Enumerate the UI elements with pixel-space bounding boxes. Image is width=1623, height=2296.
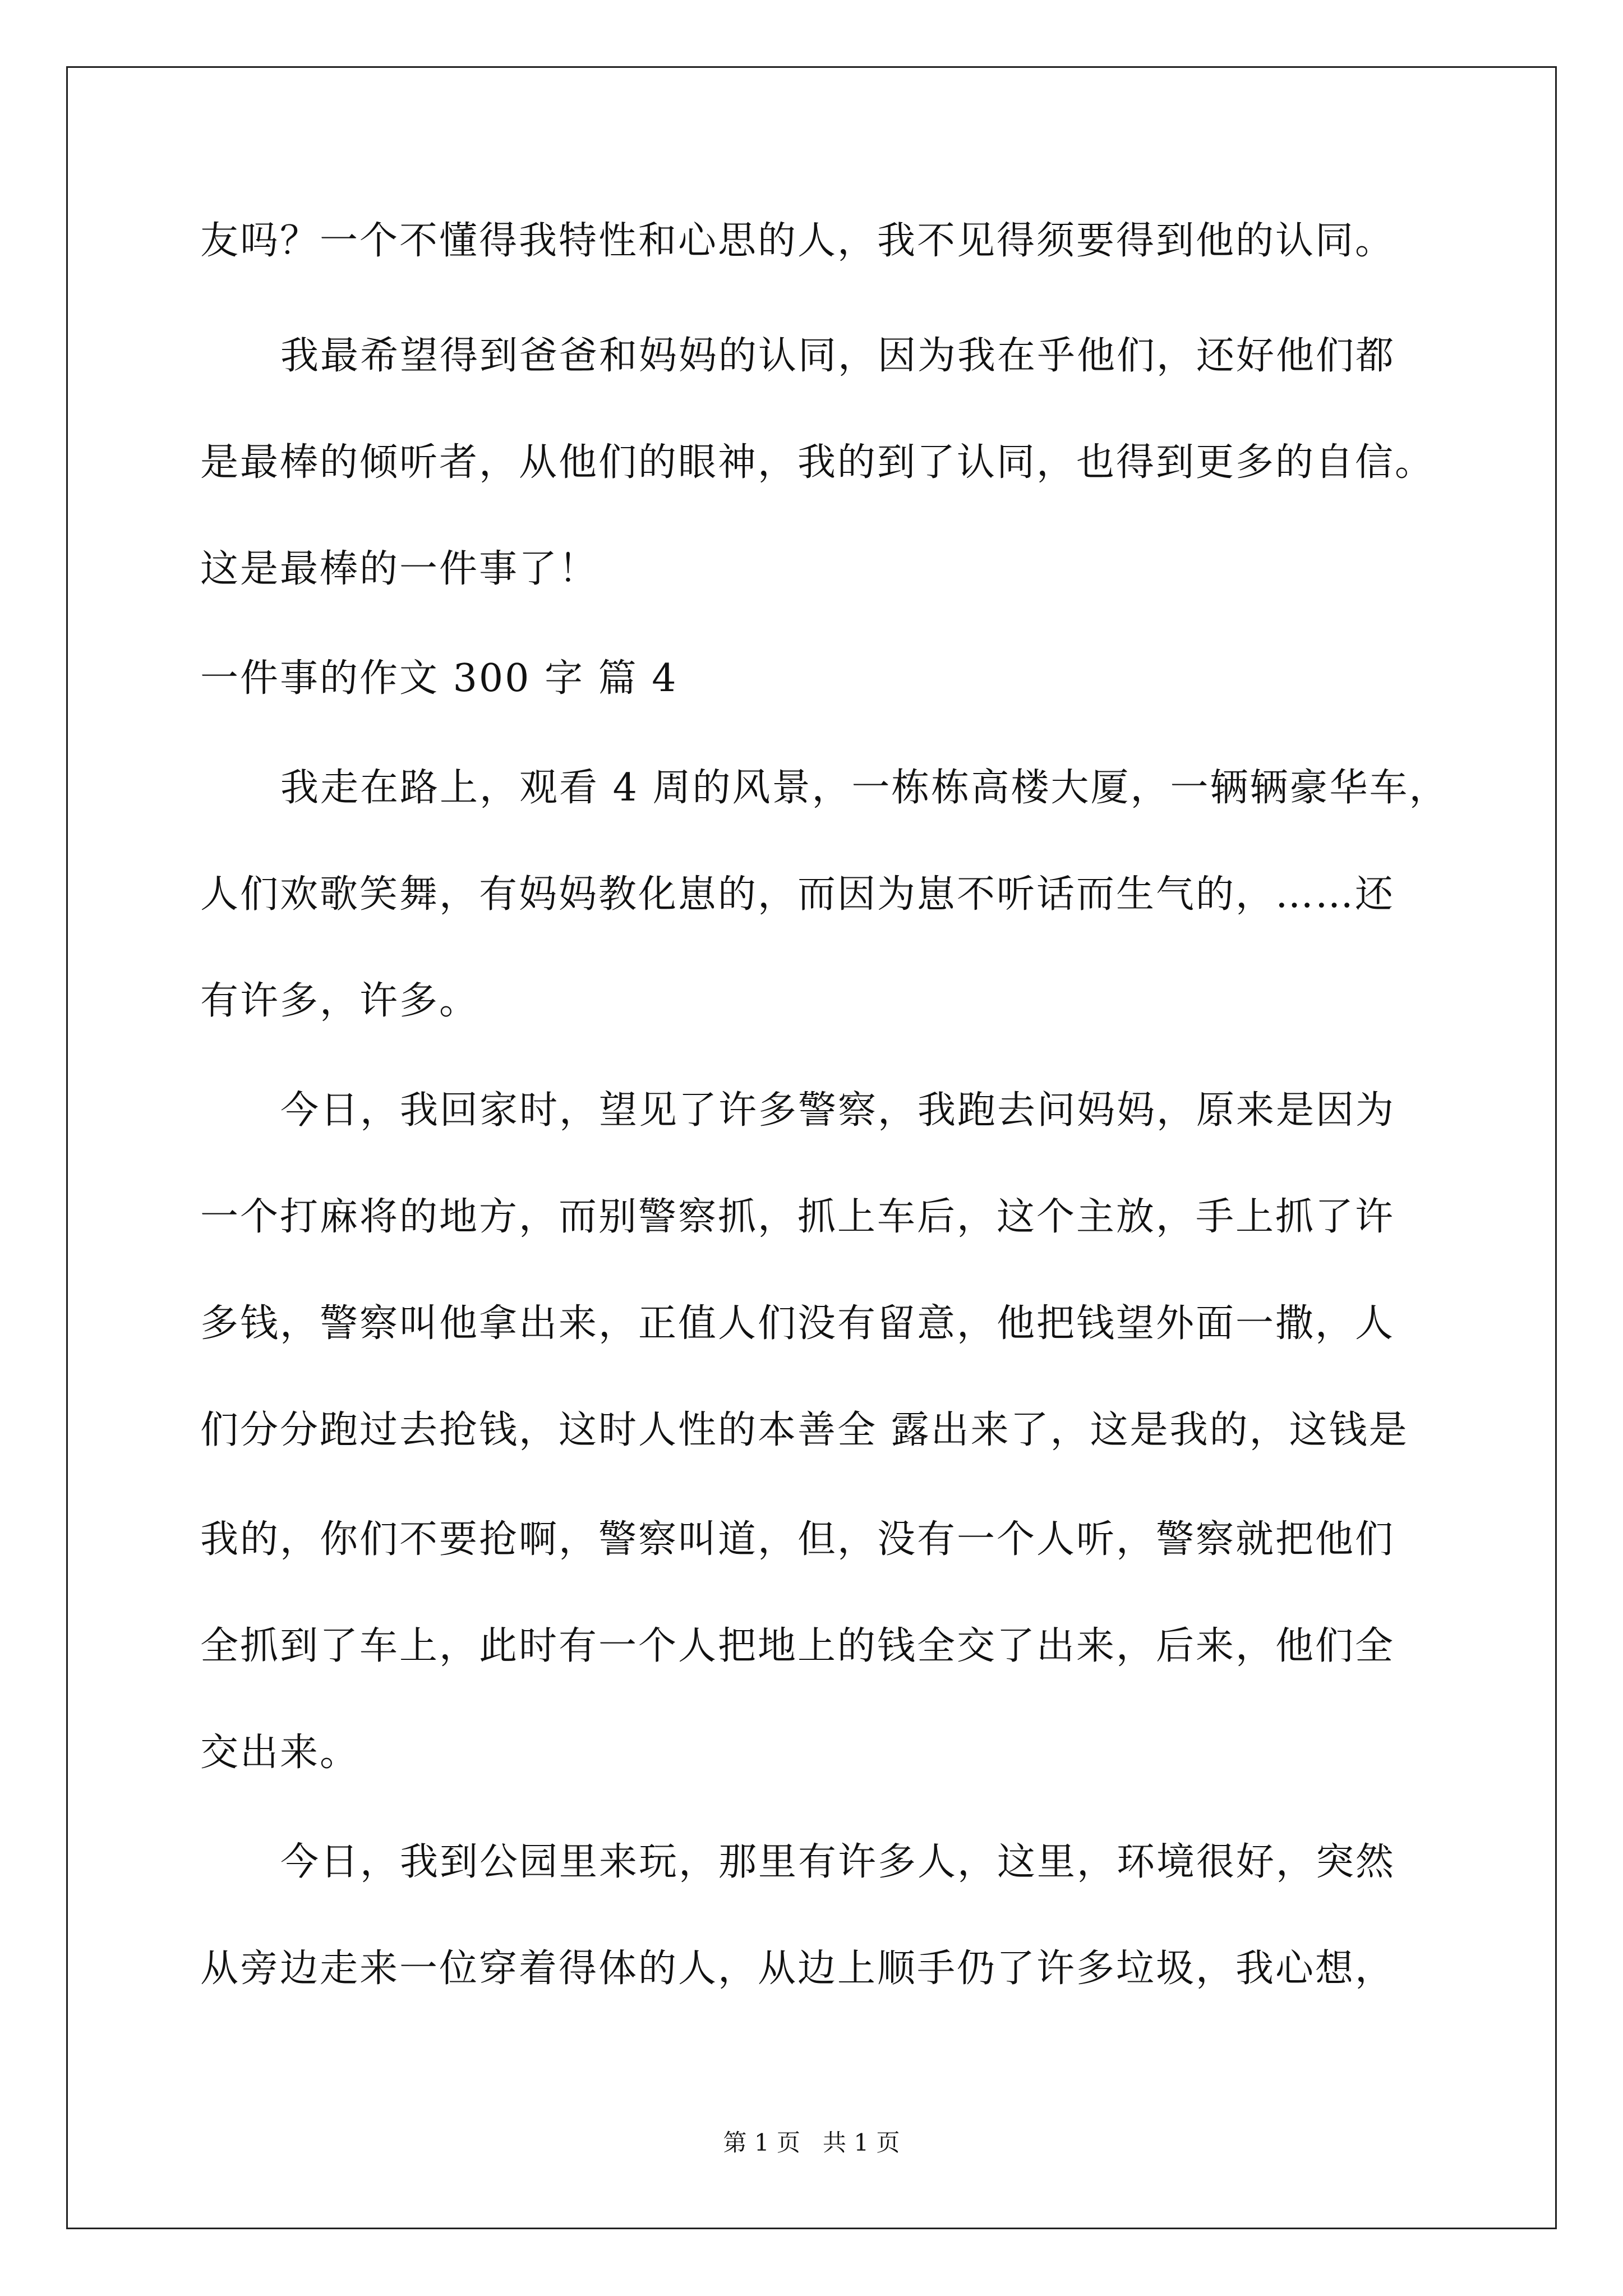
page-footer: 第 1 页 共 1 页: [723, 2129, 900, 2156]
text-line: 人们欢歌笑舞，有妈妈教化崽的，而因为崽不听话而生气的，……还: [200, 872, 1395, 917]
text-line: 们分分跑过去抢钱，这时人性的本善全 露出来了，这是我的，这钱是: [200, 1408, 1409, 1452]
paragraph-start: 我走在路上，观看 4 周的风景，一栋栋高楼大厦，一辆辆豪华车，: [280, 766, 1449, 810]
section-heading: 一件事的作文 300 字 篇 4: [200, 656, 678, 701]
text-line: 多钱，警察叫他拿出来，正值人们没有留意，他把钱望外面一撒，人: [200, 1301, 1395, 1346]
text-line: 一个打麻将的地方，而别警察抓，抓上车后，这个主放，手上抓了许: [200, 1195, 1395, 1239]
text-line: 交出来。: [200, 1731, 360, 1775]
paragraph-start: 今日，我到公园里来玩，那里有许多人，这里，环境很好，突然: [280, 1840, 1396, 1884]
text-line: 从旁边走来一位穿着得体的人，从边上顺手仍了许多垃圾，我心想，: [200, 1947, 1395, 1991]
text-line: 有许多，许多。: [200, 979, 479, 1023]
text-line: 这是最棒的一件事了！: [200, 547, 599, 591]
paragraph-start: 我最希望得到爸爸和妈妈的认同，因为我在乎他们，还好他们都: [280, 334, 1396, 378]
text-line: 友吗？一个不懂得我特性和心思的人，我不见得须要得到他的认同。: [200, 219, 1395, 263]
text-line: 全抓到了车上，此时有一个人把地上的钱全交了出来，后来，他们全: [200, 1624, 1395, 1668]
page-border: [66, 66, 1557, 2229]
text-line: 是最棒的倾听者，从他们的眼神，我的到了认同，也得到更多的自信。: [200, 440, 1435, 485]
text-line: 我的，你们不要抢啊，警察叫道，但，没有一个人听，警察就把他们: [200, 1517, 1395, 1562]
paragraph-start: 今日，我回家时，望见了许多警察，我跑去问妈妈，原来是因为: [280, 1088, 1396, 1133]
